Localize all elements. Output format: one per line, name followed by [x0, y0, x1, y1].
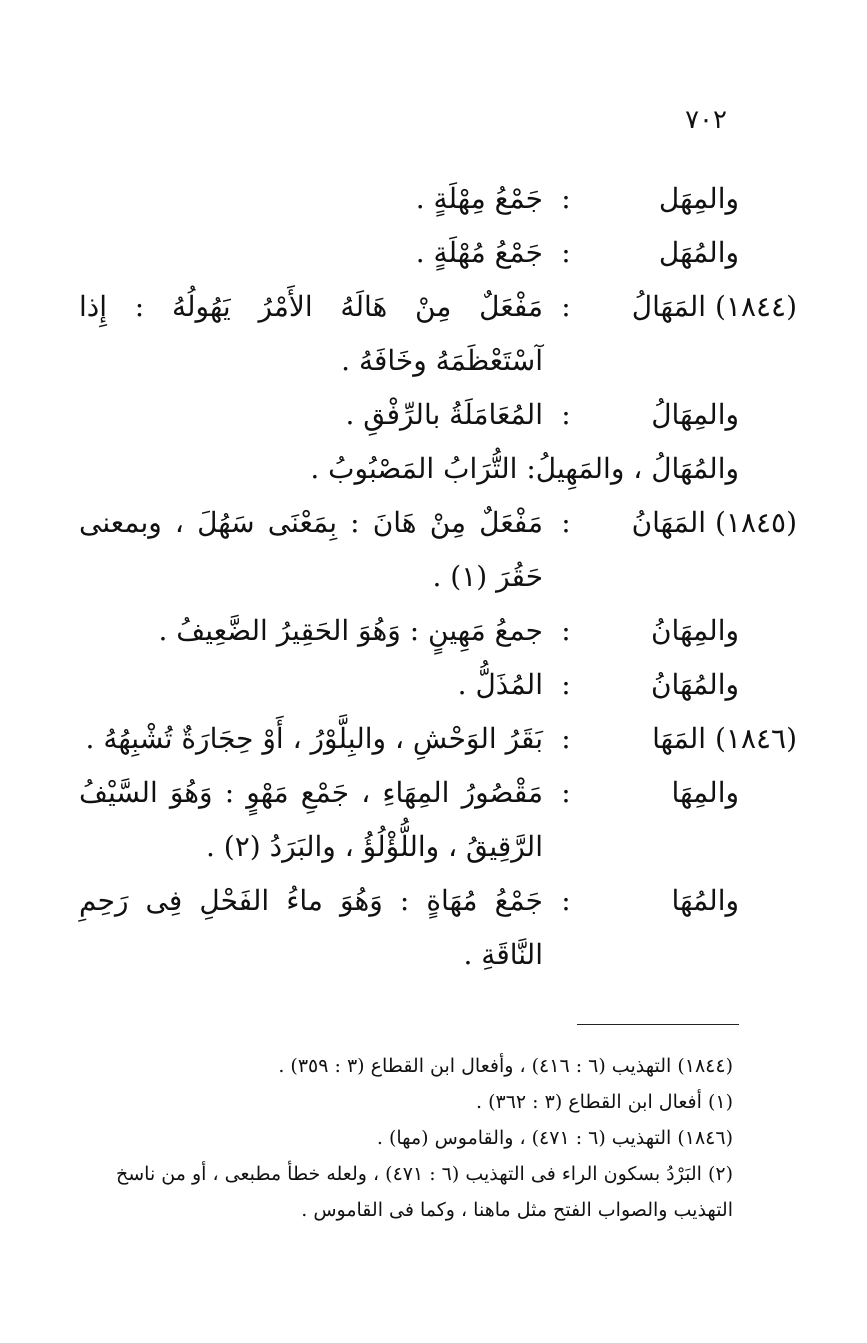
definition: جَمْعُ مِهْلَةٍ . [415, 182, 543, 215]
separator-colon: : [561, 236, 571, 269]
entry-number: (١٨٤٥) [714, 506, 797, 539]
separator-colon: : [561, 290, 571, 323]
separator-colon: : [561, 884, 571, 917]
headword: والمُهَا [671, 884, 739, 917]
headword-group [589, 712, 797, 766]
dictionary-entries [79, 172, 797, 982]
headword: والمِهَانُ [650, 614, 739, 647]
separator-colon: : [561, 182, 571, 215]
separator-colon: : [561, 506, 571, 539]
headword: المَهَا [652, 722, 707, 755]
entry-4 [79, 388, 739, 442]
separator-colon: : [561, 614, 571, 647]
headword-group [589, 280, 797, 334]
entry-7 [79, 604, 739, 658]
definition: المُذَلُّ . [457, 668, 543, 701]
headword: المَهَانُ [631, 506, 707, 539]
footnote-divider [577, 1024, 739, 1025]
entry-1846 [79, 712, 797, 766]
separator-colon: : [561, 398, 571, 431]
footnote-1: (١) أفعال ابن القطاع (٣ : ٣٦٢) . [476, 1091, 733, 1113]
footnotes [71, 1048, 791, 1228]
footnote-1846: (١٨٤٦) التهذيب (٦ : ٤٧١) ، والقاموس (مها) . [376, 1127, 733, 1149]
footnote-2: (٢) البَرْدُ بسكون الراء فى التهذيب (٦ : ٤٧١) ، ولعله خطأ مطبعى ، أو من ناسخ التهذيب والصواب الفتح مثل ماهنا ، وكما فى القاموس . [115, 1163, 733, 1221]
separator-colon: : [561, 776, 571, 809]
definition: مَفْعَلٌ مِنْ هَانَ : بِمَعْنَى سَهُلَ ، وبمعنى حَقُرَ (١) . [79, 506, 543, 593]
headword: والمُهَانُ [650, 668, 739, 701]
entry-2 [79, 226, 739, 280]
footnote-1844: (١٨٤٤) التهذيب (٦ : ٤١٦) ، وأفعال ابن القطاع (٣ : ٣٥٩) . [278, 1055, 733, 1077]
entry-10 [79, 766, 739, 874]
entry-1 [79, 172, 739, 226]
separator-colon: : [561, 668, 571, 701]
definition: مَقْصُورُ المِهَاءِ ، جَمْعِ مَهْوٍ : وَهُوَ السَّيْفُ الرَّقِيقُ ، واللُّؤْلُؤُ ، والبَرَدُ (٢) . [79, 776, 543, 863]
definition: والمُهَالُ ، والمَهِيلُ: التُّرَابُ المَصْبُوبُ . [310, 452, 739, 485]
page-number: ٧٠٢ [685, 105, 727, 135]
headword-group [589, 496, 797, 550]
headword: والمِهَل [658, 182, 739, 215]
entry-number: (١٨٤٦) [714, 722, 797, 755]
entry-number: (١٨٤٤) [714, 290, 797, 323]
definition: مَفْعَلٌ مِنْ هَالَهُ الأَمْرُ يَهُولُهُ : إِذا آسْتَعْظَمَهُ وخَافَهُ . [79, 290, 543, 377]
entry-1844 [79, 280, 797, 388]
headword: المَهَالُ [631, 290, 707, 323]
definition: بَقَرُ الوَحْشِ ، والبِلَّوْرُ ، أَوْ حِجَارَةٌ تُشْبِهُهُ . [85, 722, 543, 755]
entry-11 [79, 874, 739, 982]
entry-1845 [79, 496, 797, 604]
entry-5 [79, 442, 739, 496]
headword: والمُهَل [658, 236, 739, 269]
definition: جمعُ مَهِينٍ : وَهُوَ الحَقِيرُ الضَّعِيفُ . [158, 614, 543, 647]
separator-colon: : [561, 722, 571, 755]
headword: والمِهَا [671, 776, 739, 809]
headword: والمِهَالُ [651, 398, 739, 431]
definition: المُعَامَلَةُ بالرِّفْقِ . [345, 398, 543, 431]
definition: جَمْعُ مُهَاةٍ : وَهُوَ ماءُ الفَحْلِ فِى رَحِمِ النَّاقَةِ . [79, 884, 543, 971]
entry-8 [79, 658, 739, 712]
definition: جَمْعُ مُهْلَةٍ . [415, 236, 543, 269]
